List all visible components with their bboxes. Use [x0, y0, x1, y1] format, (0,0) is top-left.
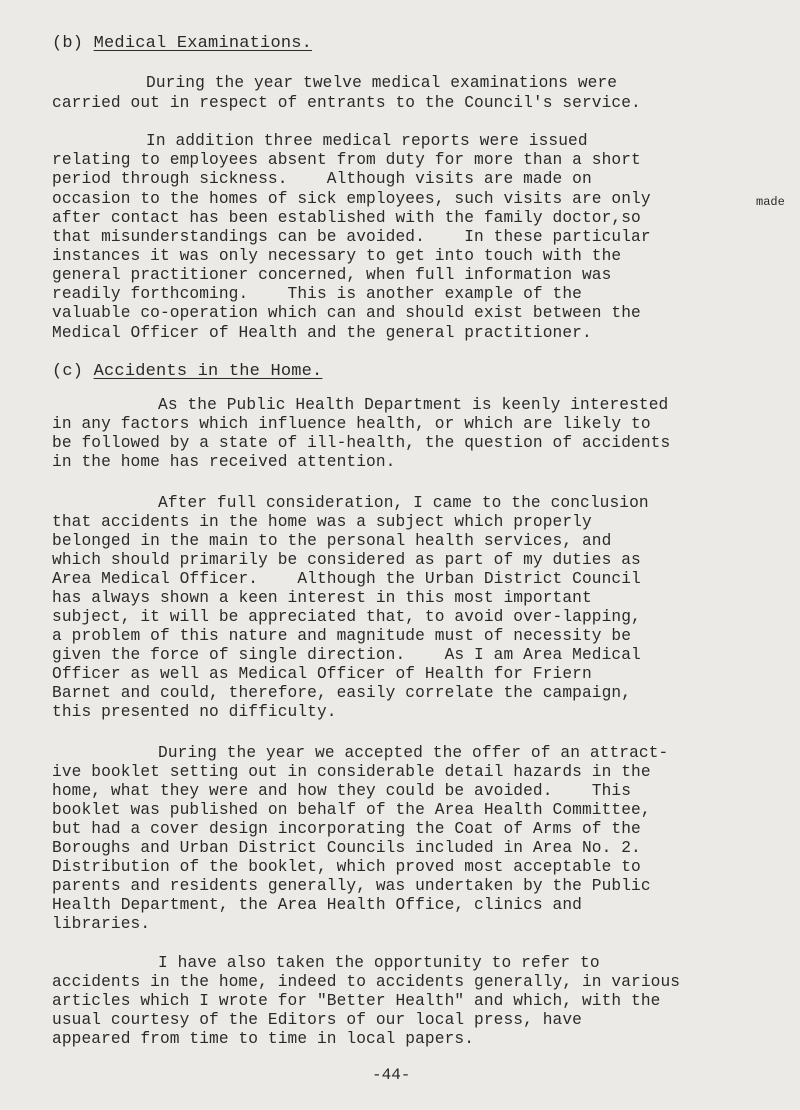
text-line: readily forthcoming. This is another example of the	[52, 285, 582, 303]
text-line: relating to employees absent from duty for more than a short	[52, 151, 641, 169]
text-line: but had a cover design incorporating the Coat of Arms of the	[52, 820, 641, 838]
text-line: In addition three medical reports were issued	[146, 132, 588, 150]
page-number: -44-	[372, 1066, 411, 1084]
section-c-heading	[52, 362, 322, 381]
text-line: after contact has been established with the family doctor,so	[52, 209, 641, 227]
text-line: Officer as well as Medical Officer of Health for Friern	[52, 665, 592, 683]
text-line: After full consideration, I came to the conclusion	[158, 494, 649, 512]
section-b-label: (b)	[52, 34, 84, 53]
text-line: home, what they were and how they could be avoided. This	[52, 782, 632, 800]
text-line: subject, it will be appreciated that, to avoid over-lapping,	[52, 608, 641, 626]
text-line: Barnet and could, therefore, easily correlate the campaign,	[52, 684, 632, 702]
text-line: be followed by a state of ill-health, the question of accidents	[52, 434, 671, 452]
text-line: this presented no difficulty.	[52, 703, 337, 721]
text-line: carried out in respect of entrants to the Council's service.	[52, 94, 641, 112]
text-line: a problem of this nature and magnitude must of necessity be	[52, 627, 632, 645]
text-line: in any factors which influence health, or which are likely to	[52, 415, 651, 433]
text-line: general practitioner concerned, when full information was	[52, 266, 612, 284]
text-line: Boroughs and Urban District Councils included in Area No. 2.	[52, 839, 641, 857]
text-line: articles which I wrote for "Better Health" and which, with the	[52, 992, 661, 1010]
text-line: parents and residents generally, was undertaken by the Public	[52, 877, 651, 895]
text-line: Health Department, the Area Health Office, clinics and	[52, 896, 582, 914]
text-line: which should primarily be considered as part of my duties as	[52, 551, 641, 569]
text-line: instances it was only necessary to get into touch with the	[52, 247, 622, 265]
text-line: booklet was published on behalf of the Area Health Committee,	[52, 801, 651, 819]
margin-note: made	[756, 195, 785, 209]
text-line: As the Public Health Department is keenly interested	[158, 396, 669, 414]
text-line: has always shown a keen interest in this most important	[52, 589, 592, 607]
text-line: usual courtesy of the Editors of our local press, have	[52, 1011, 582, 1029]
text-line: that misunderstandings can be avoided. In these particular	[52, 228, 651, 246]
text-line: belonged in the main to the personal health services, and	[52, 532, 612, 550]
text-line: occasion to the homes of sick employees, such visits are only	[52, 190, 651, 208]
text-line: libraries.	[52, 915, 151, 933]
text-line: During the year we accepted the offer of an attract-	[158, 744, 669, 762]
text-line: During the year twelve medical examinations were	[146, 74, 618, 92]
text-line: Distribution of the booklet, which proved most acceptable to	[52, 858, 641, 876]
section-c-title: Accidents in the Home.	[93, 362, 323, 381]
section-c-label: (c)	[52, 362, 84, 381]
text-line: I have also taken the opportunity to refer to	[158, 954, 600, 972]
text-line: period through sickness. Although visits are made on	[52, 170, 592, 188]
section-b-title: Medical Examinations.	[93, 34, 313, 53]
text-line: that accidents in the home was a subject which properly	[52, 513, 592, 531]
text-line: Medical Officer of Health and the general practitioner.	[52, 324, 592, 342]
text-line: ive booklet setting out in considerable detail hazards in the	[52, 763, 651, 781]
text-line: valuable co-operation which can and should exist between the	[52, 304, 641, 322]
section-b-heading	[52, 34, 312, 53]
text-line: Area Medical Officer. Although the Urban District Council	[52, 570, 641, 588]
text-line: given the force of single direction. As I am Area Medical	[52, 646, 641, 664]
text-line: in the home has received attention.	[52, 453, 396, 471]
text-line: appeared from time to time in local papers.	[52, 1030, 475, 1048]
text-line: accidents in the home, indeed to accidents generally, in various	[52, 973, 681, 991]
